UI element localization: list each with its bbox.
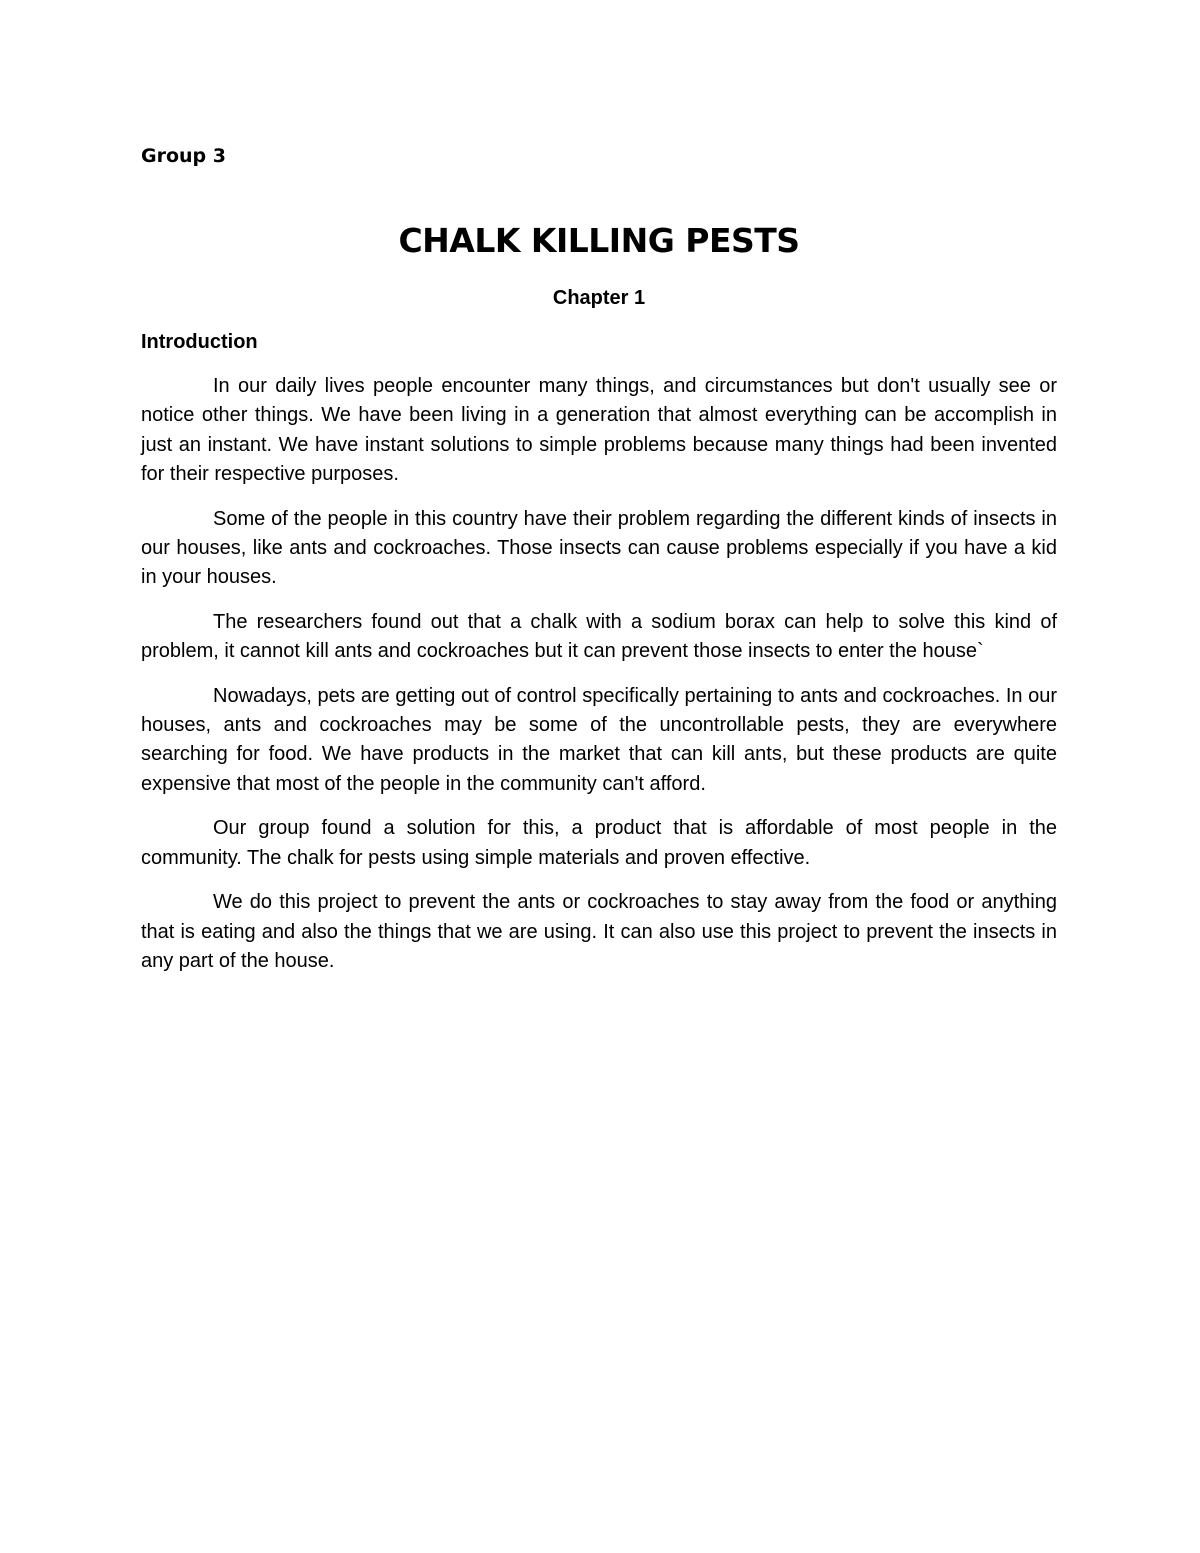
paragraph: In our daily lives people encounter many things, and circumstances but don't usually see or notice other things. We have been living in a generation that almost everything can be accomplish in just an instant. We have instant solutions to simple problems because many things had been invented for their respective purposes. bbox=[141, 375, 1057, 486]
page-content bbox=[141, 142, 1057, 991]
paragraph: The researchers found out that a chalk with a sodium borax can help to solve this kind of problem, it cannot kill ants and cockroaches but it can prevent those insects to enter the house` bbox=[141, 610, 1057, 663]
chapter-heading: Chapter 1 bbox=[552, 287, 646, 309]
group-label: Group 3 bbox=[141, 145, 226, 167]
paragraph: Our group found a solution for this, a product that is affordable of most people in the community. The chalk for pests using simple materials and proven effective. bbox=[141, 817, 1057, 869]
document-title: CHALK KILLING PESTS bbox=[398, 221, 800, 260]
paragraph: We do this project to prevent the ants or cockroaches to stay away from the food or anything that is eating and also the things that we are using. It can also use this project to prevent the insects in any part of the house. bbox=[141, 891, 1057, 972]
introduction-body bbox=[141, 372, 1057, 976]
paragraph: Some of the people in this country have their problem regarding the different kinds of insects in our houses, like ants and cockroaches. Those insects can cause problems especially if you have a kid in your houses. bbox=[141, 507, 1057, 589]
paragraph: Nowadays, pets are getting out of control specifically pertaining to ants and cockroaches. In our houses, ants and cockroaches may be some of the uncontrollable pests, they are everywhere searching for food. We have products in the market that can kill ants, but these products are quite expensive that most of the people in the community can't afford. bbox=[141, 684, 1057, 795]
section-heading-introduction: Introduction bbox=[141, 331, 258, 353]
